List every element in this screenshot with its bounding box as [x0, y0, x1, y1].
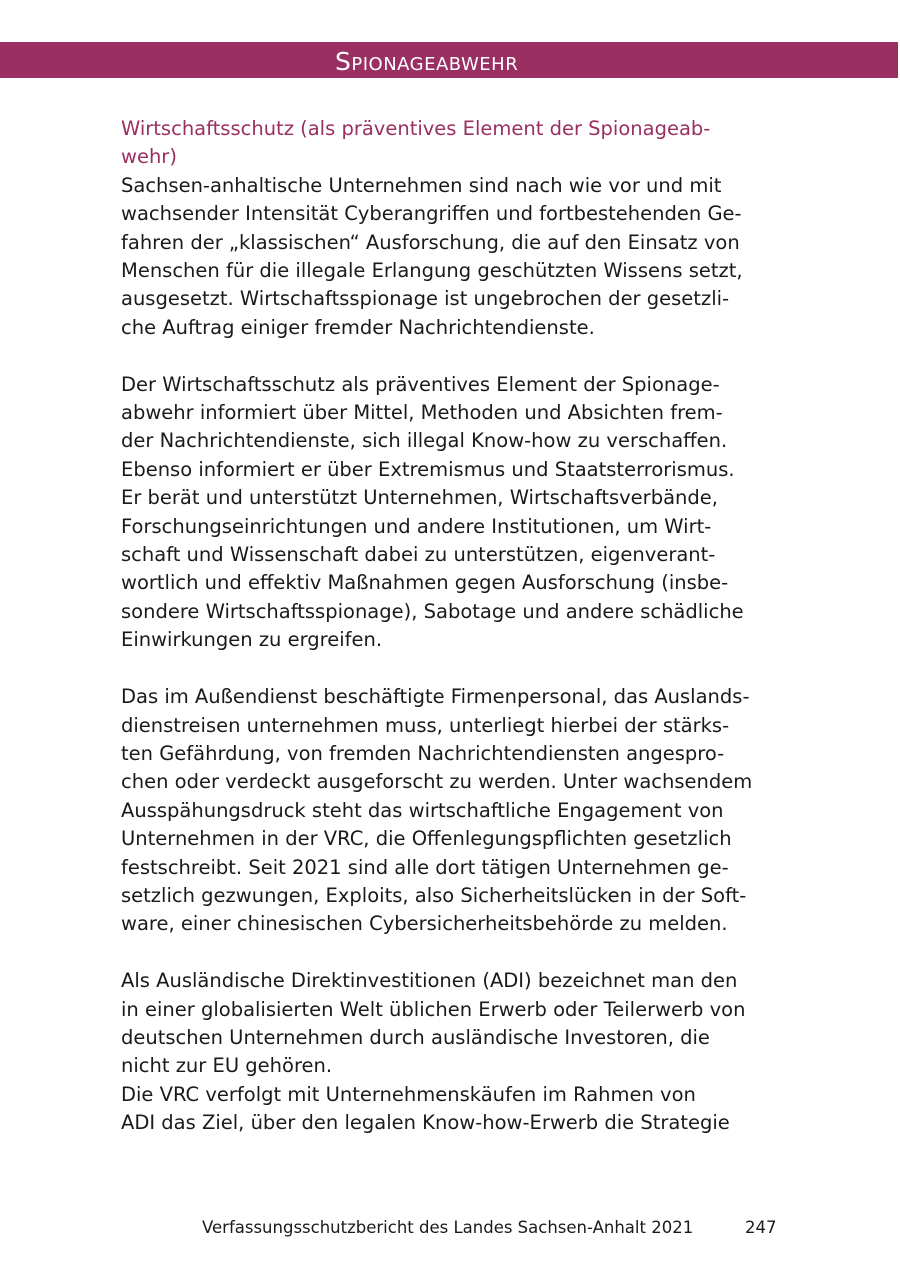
page-footer: [0, 1214, 900, 1242]
text-line: nicht zur EU gehören.: [121, 1054, 333, 1078]
text-line: dienstreisen unternehmen muss, unterliegt hierbei der stärks-: [121, 713, 730, 737]
text-line: wortlich und effektiv Maßnahmen gegen Ausforschung (insbe-: [121, 571, 729, 595]
text-line: ten Gefährdung, von fremden Nachrichtendiensten angespro-: [121, 741, 725, 765]
paragraph-1: [121, 172, 781, 342]
text-line: der Nachrichtendienste, sich illegal Know-how zu verschaffen.: [121, 429, 728, 453]
section-heading-line: Wirtschaftsschutz (als präventives Element der Spionageab-: [121, 117, 711, 140]
chapter-header-bar: [0, 42, 898, 78]
text-line: Forschungseinrichtungen und andere Institutionen, um Wirt-: [121, 514, 712, 538]
footer-publication-title: Verfassungsschutzbericht des Landes Sachsen-Anhalt 2021: [202, 1218, 694, 1237]
page-number: 247: [745, 1218, 777, 1237]
text-line: Als Ausländische Direktinvestitionen (ADI) bezeichnet man den: [121, 969, 738, 993]
text-line: Einwirkungen zu ergreifen.: [121, 628, 383, 652]
section-heading: [121, 115, 781, 172]
text-line: festschreibt. Seit 2021 sind alle dort tätigen Unternehmen ge-: [121, 855, 729, 879]
text-line: Unternehmen in der VRC, die Offenlegungspflichten gesetzlich: [121, 827, 732, 851]
text-line: Das im Außendienst beschäftigte Firmenpersonal, das Auslands-: [121, 685, 750, 709]
text-line: deutschen Unternehmen durch ausländische Investoren, die: [121, 1025, 710, 1049]
text-line: Der Wirtschaftsschutz als präventives Element der Spionage-: [121, 372, 720, 396]
text-line: setzlich gezwungen, Exploits, also Sicherheitslücken in der Soft-: [121, 883, 747, 907]
text-line: Ebenso informiert er über Extremismus und Staatsterrorismus.: [121, 457, 735, 481]
text-line: sondere Wirtschaftsspionage), Sabotage und andere schädliche: [121, 599, 744, 623]
text-line: fahren der „klassischen“ Ausforschung, die auf den Einsatz von: [121, 230, 740, 254]
text-line: Er berät und unterstützt Unternehmen, Wirtschaftsverbände,: [121, 486, 718, 510]
text-line: abwehr informiert über Mittel, Methoden und Absichten frem-: [121, 401, 723, 425]
section-heading-line: wehr): [121, 145, 177, 169]
text-line: wachsender Intensität Cyberangriffen und fortbestehenden Ge-: [121, 202, 742, 226]
chapter-title: Spionageabwehr: [335, 47, 519, 76]
text-line: Die VRC verfolgt mit Unternehmenskäufen im Rahmen von: [121, 1082, 696, 1106]
paragraph-4: [121, 967, 781, 1137]
paragraph-3: [121, 683, 781, 939]
text-line: Sachsen-anhaltische Unternehmen sind nach wie vor und mit: [121, 173, 722, 197]
text-line: Menschen für die illegale Erlangung geschützten Wissens setzt,: [121, 259, 743, 283]
text-line: ausgesetzt. Wirtschaftsspionage ist ungebrochen der gesetzli-: [121, 287, 730, 311]
paragraph-2: [121, 371, 781, 655]
text-line: schaft und Wissenschaft dabei zu unterstützen, eigenverant-: [121, 543, 716, 567]
text-line: ADI das Ziel, über den legalen Know-how-Erwerb die Strategie: [121, 1111, 730, 1135]
text-line: in einer globalisierten Welt üblichen Erwerb oder Teilerwerb von: [121, 997, 746, 1021]
text-line: chen oder verdeckt ausgeforscht zu werden. Unter wachsendem: [121, 770, 753, 794]
text-line: ware, einer chinesischen Cybersicherheitsbehörde zu melden.: [121, 912, 728, 936]
text-line: Ausspähungsdruck steht das wirtschaftliche Engagement von: [121, 798, 724, 822]
page-content: [121, 115, 781, 1138]
text-line: che Auftrag einiger fremder Nachrichtendienste.: [121, 315, 595, 339]
